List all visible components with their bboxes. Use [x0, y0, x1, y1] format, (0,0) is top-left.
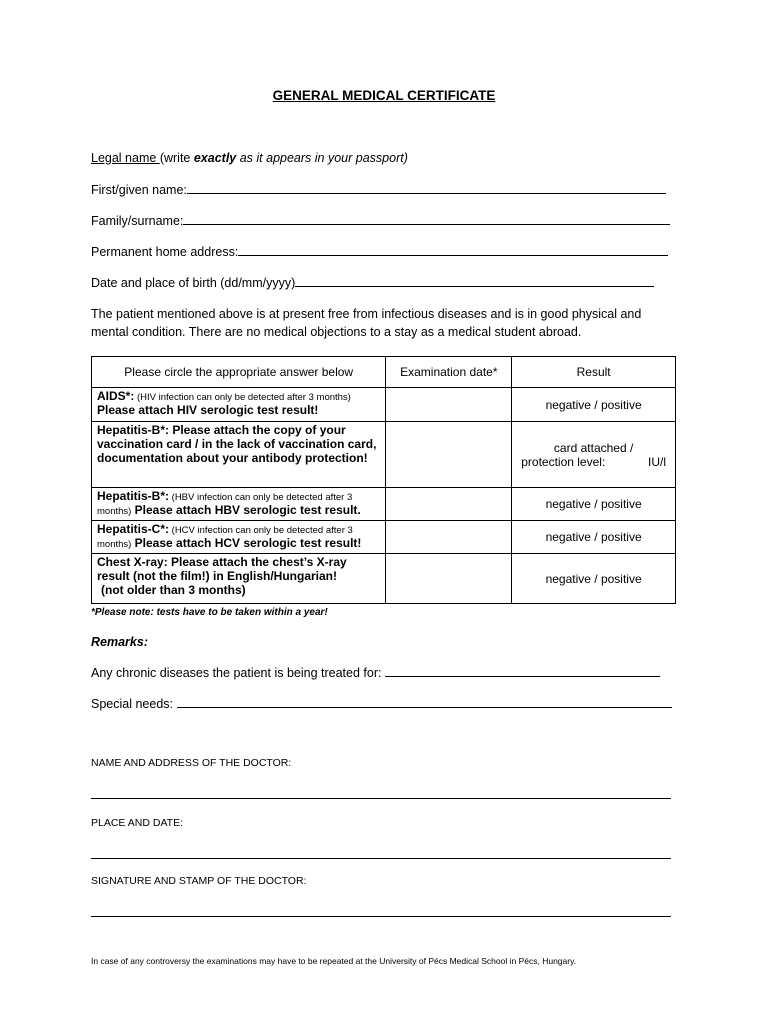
table-row	[92, 521, 676, 554]
chronic-field[interactable]	[385, 665, 660, 677]
row-aids-result[interactable]: negative / positive	[512, 388, 676, 422]
row-aids-date[interactable]	[386, 388, 512, 422]
special-needs-field[interactable]	[177, 696, 672, 708]
row-xray-result[interactable]: negative / positive	[512, 554, 676, 604]
legal-name-heading	[91, 151, 408, 165]
first-name-label: First/given name:	[91, 183, 187, 197]
row-hepc-result[interactable]: negative / positive	[512, 521, 676, 554]
doctor-name-field[interactable]	[91, 798, 671, 799]
surname-field[interactable]	[183, 213, 670, 225]
row-xray-date[interactable]	[386, 554, 512, 604]
chronic-row	[91, 665, 660, 680]
dob-row	[91, 275, 654, 290]
first-name-field[interactable]	[187, 182, 666, 194]
row-aids-label: AIDS*: (HIV infection can only be detected after 3 months) Please attach HIV serologic test result!	[92, 388, 386, 422]
special-needs-row	[91, 696, 672, 711]
address-label: Permanent home address:	[91, 245, 239, 259]
place-date-field[interactable]	[91, 858, 671, 859]
examination-table	[91, 356, 676, 604]
chronic-label: Any chronic diseases the patient is being treated for:	[91, 666, 382, 680]
surname-label: Family/surname:	[91, 214, 184, 228]
remarks-heading: Remarks:	[91, 635, 148, 649]
signature-field[interactable]	[91, 916, 671, 917]
legal-name-note-emphasis: exactly	[193, 151, 237, 165]
row-hepc-label: Hepatitis-C*: (HCV infection can only be detected after 3 months) Please attach HCV serologic test result!	[92, 521, 386, 554]
row-hepb-serology-result[interactable]: negative / positive	[512, 488, 676, 521]
row-hepb-serology-date[interactable]	[386, 488, 512, 521]
tests-note: *Please note: tests have to be taken within a year!	[91, 607, 328, 618]
signature-label: SIGNATURE AND STAMP OF THE DOCTOR:	[91, 875, 307, 887]
col-header-result: Result	[512, 357, 676, 388]
row-hepb-serology-label: Hepatitis-B*: (HBV infection can only be detected after 3 months) Please attach HBV serologic test result.	[92, 488, 386, 521]
legal-name-note-post: as it appears in your passport)	[236, 151, 408, 165]
legal-name-label: Legal name	[91, 151, 160, 165]
first-name-row	[91, 182, 666, 197]
table-header-row	[92, 357, 676, 388]
hepb-protection-level: protection level: IU/l	[521, 454, 666, 469]
legal-name-note-pre: (write	[159, 151, 194, 165]
row-hepb-vaccination-result[interactable]	[512, 422, 676, 488]
row-hepb-vaccination-label: Hepatitis-B*: Please attach the copy of your vaccination card / in the lack of vaccination card, documentation about your antibody protection!	[92, 422, 386, 488]
surname-row	[91, 213, 670, 228]
table-row	[92, 554, 676, 604]
row-hepb-vaccination-date[interactable]	[386, 422, 512, 488]
col-header-instructions: Please circle the appropriate answer below	[92, 357, 386, 388]
row-xray-label: Chest X-ray: Please attach the chest’s X-ray result (not the film!) in English/Hungarian! (not older than 3 months)	[92, 554, 386, 604]
address-row	[91, 244, 668, 259]
dob-field[interactable]	[295, 275, 654, 287]
row-hepc-date[interactable]	[386, 521, 512, 554]
hepb-card-attached: card attached /	[553, 440, 634, 455]
special-needs-label: Special needs:	[91, 697, 174, 711]
footer-note: In case of any controversy the examinations may have to be repeated at the University of Pécs Medical School in Pécs, Hungary.	[91, 956, 577, 966]
col-header-exam-date: Examination date*	[386, 357, 512, 388]
table-row	[92, 388, 676, 422]
dob-label: Date and place of birth (dd/mm/yyyy)	[91, 276, 296, 290]
doctor-name-label: NAME AND ADDRESS OF THE DOCTOR:	[91, 757, 292, 769]
health-statement: The patient mentioned above is at present free from infectious diseases and is in good physical and mental condition. There are no medical objections to a stay as a medical student abroad.	[91, 307, 642, 339]
place-date-label: PLACE AND DATE:	[91, 817, 183, 829]
table-row	[92, 422, 676, 488]
table-row	[92, 488, 676, 521]
address-field[interactable]	[238, 244, 668, 256]
page-title: GENERAL MEDICAL CERTIFICATE	[272, 88, 496, 103]
